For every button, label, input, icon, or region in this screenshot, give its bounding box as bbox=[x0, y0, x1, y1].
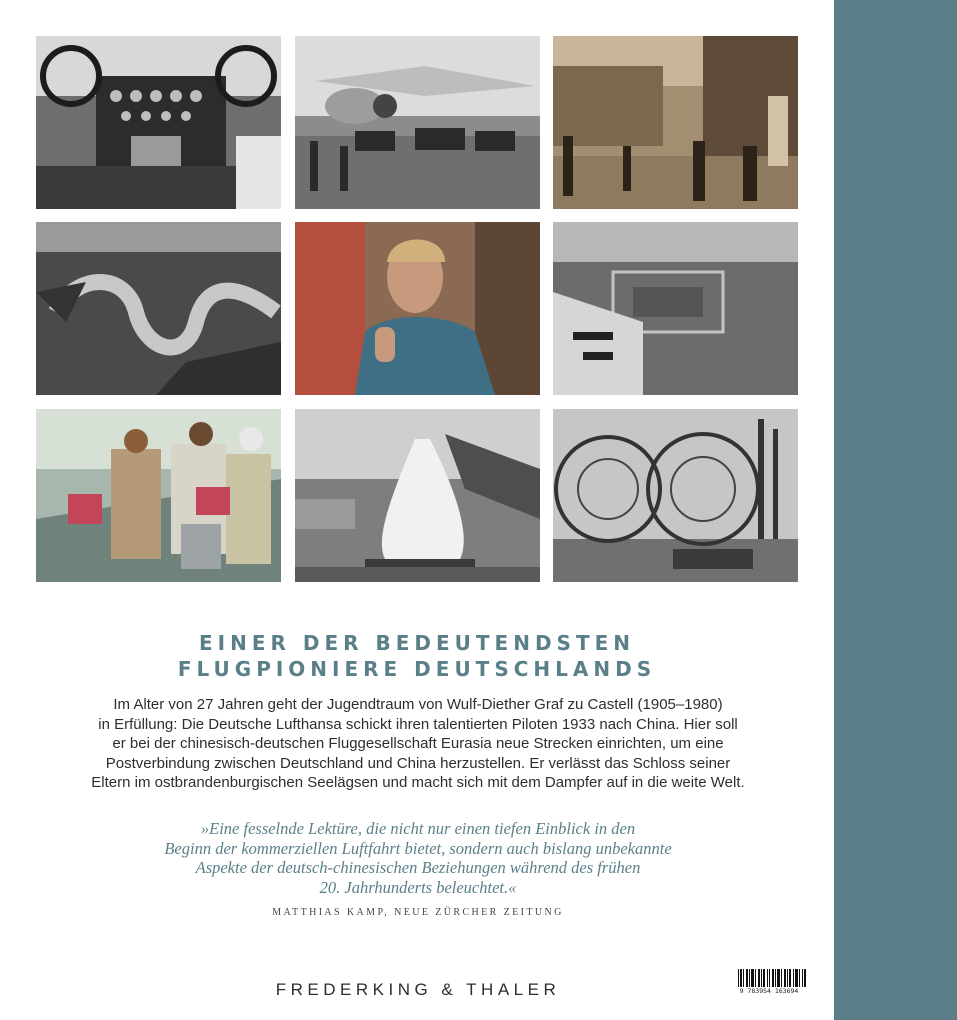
blurb-line: Postverbindung zwischen Deutschland und China herzustellen. Er verlässt das Schloss seiner bbox=[105, 754, 731, 772]
blurb-line: Im Alter von 27 Jahren geht der Jugendtraum von Wulf-Diether Graf zu Castell (1905–1980) bbox=[113, 696, 723, 713]
quote-line: Aspekte der deutsch-chinesischen Beziehungen während des frühen bbox=[195, 858, 641, 878]
quote-line: »Eine fesselnde Lektüre, die nicht nur einen tiefen Einblick in den bbox=[200, 819, 636, 838]
photo-chinese-street bbox=[553, 36, 798, 209]
blurb-line: er bei der chinesisch-deutschen Fluggesellschaft Eurasia neue Strecken einrichten, um eine bbox=[112, 735, 724, 753]
photo-mosquito-net bbox=[295, 409, 540, 582]
blurb-line: in Erfüllung: Die Deutsche Lufthansa schickt ihren talentierten Piloten 1933 nach China. Hier soll bbox=[98, 715, 738, 733]
book-spine bbox=[834, 0, 957, 1020]
publisher-name: FREDERKING & THALER bbox=[275, 980, 561, 999]
photo-cockpit bbox=[36, 36, 281, 209]
photo-water-wheels bbox=[553, 409, 798, 582]
photo-airplane-field bbox=[295, 36, 540, 209]
blurb-text bbox=[80, 695, 756, 793]
quote-line: Beginn der kommerziellen Luftfahrt bietet, sondern auch bislang unbekannte bbox=[164, 838, 672, 858]
photo-portrait-pilot bbox=[295, 222, 540, 395]
headline bbox=[36, 630, 798, 682]
review-quote bbox=[120, 819, 716, 898]
photo-city-aerial bbox=[553, 222, 798, 395]
quote-attribution: MATTHIAS KAMP, NEUE ZÜRCHER ZEITUNG bbox=[272, 907, 564, 918]
headline-line-1: EINER DER BEDEUTENDSTEN bbox=[199, 631, 635, 655]
isbn-number: 9 783954 163694 bbox=[728, 987, 810, 995]
headline-line-2: FLUGPIONIERE DEUTSCHLANDS bbox=[177, 657, 657, 681]
blurb-line: Eltern im ostbrandenburgischen Seelägsen und macht sich mit dem Dampfer auf in die weite Welt. bbox=[91, 774, 745, 792]
quote-line: 20. Jahrhunderts beleuchtet.« bbox=[319, 878, 517, 898]
photo-river-aerial bbox=[36, 222, 281, 395]
photo-refueling-wing bbox=[36, 409, 281, 582]
